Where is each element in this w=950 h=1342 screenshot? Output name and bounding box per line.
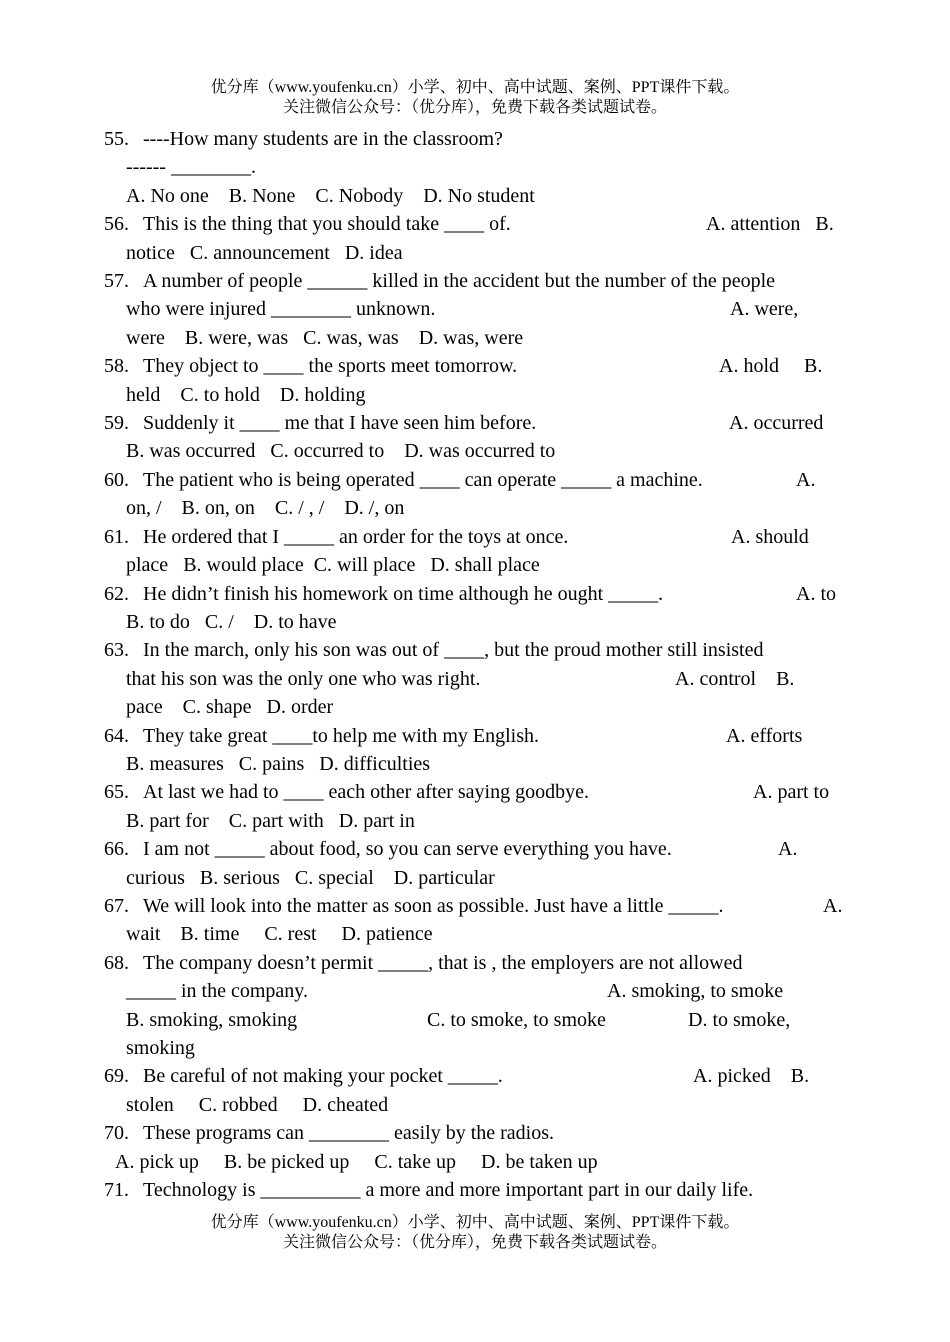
option-a: A. efforts [726,724,803,747]
question-number: 58. [104,355,129,378]
question-text: These programs can ________ easily by the radios. [143,1122,555,1145]
question-text: A number of people ______ killed in the accident but the number of the people [143,270,776,293]
question-options: notice C. announcement D. idea [126,241,403,264]
option-c: C. to smoke, to smoke [427,1008,606,1031]
footer-line-1: 优分库（www.youfenku.cn）小学、初中、高中试题、案例、PPT课件下载。 [210,1214,740,1231]
question-text: Technology is __________ a more and more important part in our daily life. [143,1179,754,1202]
question-61 [104,523,849,580]
question-number: 62. [104,582,129,605]
question-60 [104,466,849,523]
option-a: A. smoking, to smoke [607,980,784,1003]
option-b: B. smoking, smoking [126,1008,298,1031]
question-text-2: _____ in the company. [126,980,309,1003]
question-number: 60. [104,468,129,491]
question-number: 70. [104,1122,129,1145]
question-number: 68. [104,951,129,974]
question-64 [104,722,849,779]
question-list [104,125,849,1204]
question-number: 56. [104,213,129,236]
question-66 [104,835,849,892]
question-options: held C. to hold D. holding [126,383,366,406]
question-63 [104,636,849,721]
header-line-2: 关注微信公众号：（优分库），免费下载各类试题试卷。 [282,99,667,116]
question-number: 63. [104,639,129,662]
question-number: 61. [104,525,129,548]
option-a: A. part to [753,781,830,804]
question-options: A. No one B. None C. Nobody D. No student [126,184,535,207]
question-text: The patient who is being operated ____ can operate _____ a machine. [143,468,703,491]
question-68 [104,949,849,1063]
question-number: 66. [104,838,129,861]
option-a: A. [796,468,816,491]
option-a: A. [778,838,798,861]
option-a: A. to [796,582,836,605]
question-text: They object to ____ the sports meet tomorrow. [143,355,518,378]
page-footer [0,1213,950,1253]
page-header [0,78,950,118]
header-line-1: 优分库（www.youfenku.cn）小学、初中、高中试题、案例、PPT课件下载。 [210,79,740,96]
question-options: pace C. shape D. order [126,696,334,719]
option-a: A. control B. [675,667,795,690]
question-number: 71. [104,1179,129,1202]
question-text: Suddenly it ____ me that I have seen him before. [143,412,537,435]
question-number: 55. [104,128,129,150]
option-a: A. were, [730,298,799,321]
question-67 [104,892,849,949]
question-text: The company doesn’t permit _____, that is , the employers are not allowed [143,951,743,974]
question-text: He ordered that I _____ an order for the toys at once. [143,525,569,548]
question-62 [104,580,849,637]
option-a: A. picked B. [693,1065,810,1088]
question-text: He didn’t finish his homework on time although he ought _____. [143,582,664,605]
question-number: 65. [104,781,129,804]
question-options: stolen C. robbed D. cheated [126,1093,389,1116]
question-options: curious B. serious C. special D. particular [126,866,495,889]
question-number: 69. [104,1065,129,1088]
question-text-2: ------ ________. [126,156,256,179]
question-number: 57. [104,270,129,293]
question-options: wait B. time C. rest D. patience [126,923,433,946]
question-58 [104,352,849,409]
question-65 [104,778,849,835]
question-59 [104,409,849,466]
option-a: A. hold B. [719,355,823,378]
question-options: A. pick up B. be picked up C. take up D. be taken up [115,1150,598,1173]
question-options: B. was occurred C. occurred to D. was occurred to [126,440,556,463]
question-options: B. measures C. pains D. difficulties [126,752,431,775]
question-70 [104,1119,849,1176]
question-options: on, / B. on, on C. / , / D. /, on [126,497,405,520]
question-56 [104,210,849,267]
question-text: At last we had to ____ each other after saying goodbye. [143,781,589,804]
footer-line-2: 关注微信公众号：（优分库），免费下载各类试题试卷。 [282,1234,667,1251]
question-text: ----How many students are in the classroom? [143,128,503,150]
question-text: In the march, only his son was out of ____, but the proud mother still insisted [143,639,764,662]
question-57 [104,267,849,352]
question-number: 67. [104,894,129,917]
question-number: 64. [104,724,129,747]
question-options: place B. would place C. will place D. shall place [126,554,540,577]
question-text: This is the thing that you should take ____ of. [143,213,511,236]
question-text: Be careful of not making your pocket _____. [143,1065,503,1088]
question-options: B. part for C. part with D. part in [126,809,415,832]
option-a: A. occurred [729,412,824,435]
question-text: We will look into the matter as soon as possible. Just have a little _____. [143,894,724,917]
question-options: B. to do C. / D. to have [126,610,337,633]
question-text-2: that his son was the only one who was right. [126,667,481,690]
question-text: They take great ____to help me with my English. [143,724,540,747]
option-a: A. attention B. [706,213,834,236]
question-55 [104,125,849,210]
question-71 [104,1176,849,1204]
question-69 [104,1062,849,1119]
question-text: I am not _____ about food, so you can serve everything you have. [143,838,672,861]
question-text-2: who were injured ________ unknown. [126,298,436,321]
question-options: were B. were, was C. was, was D. was, were [126,326,524,349]
question-options: smoking [126,1036,195,1059]
option-d: D. to smoke, [688,1008,791,1031]
question-number: 59. [104,412,129,435]
option-a: A. [823,894,843,917]
option-a: A. should [731,525,809,548]
